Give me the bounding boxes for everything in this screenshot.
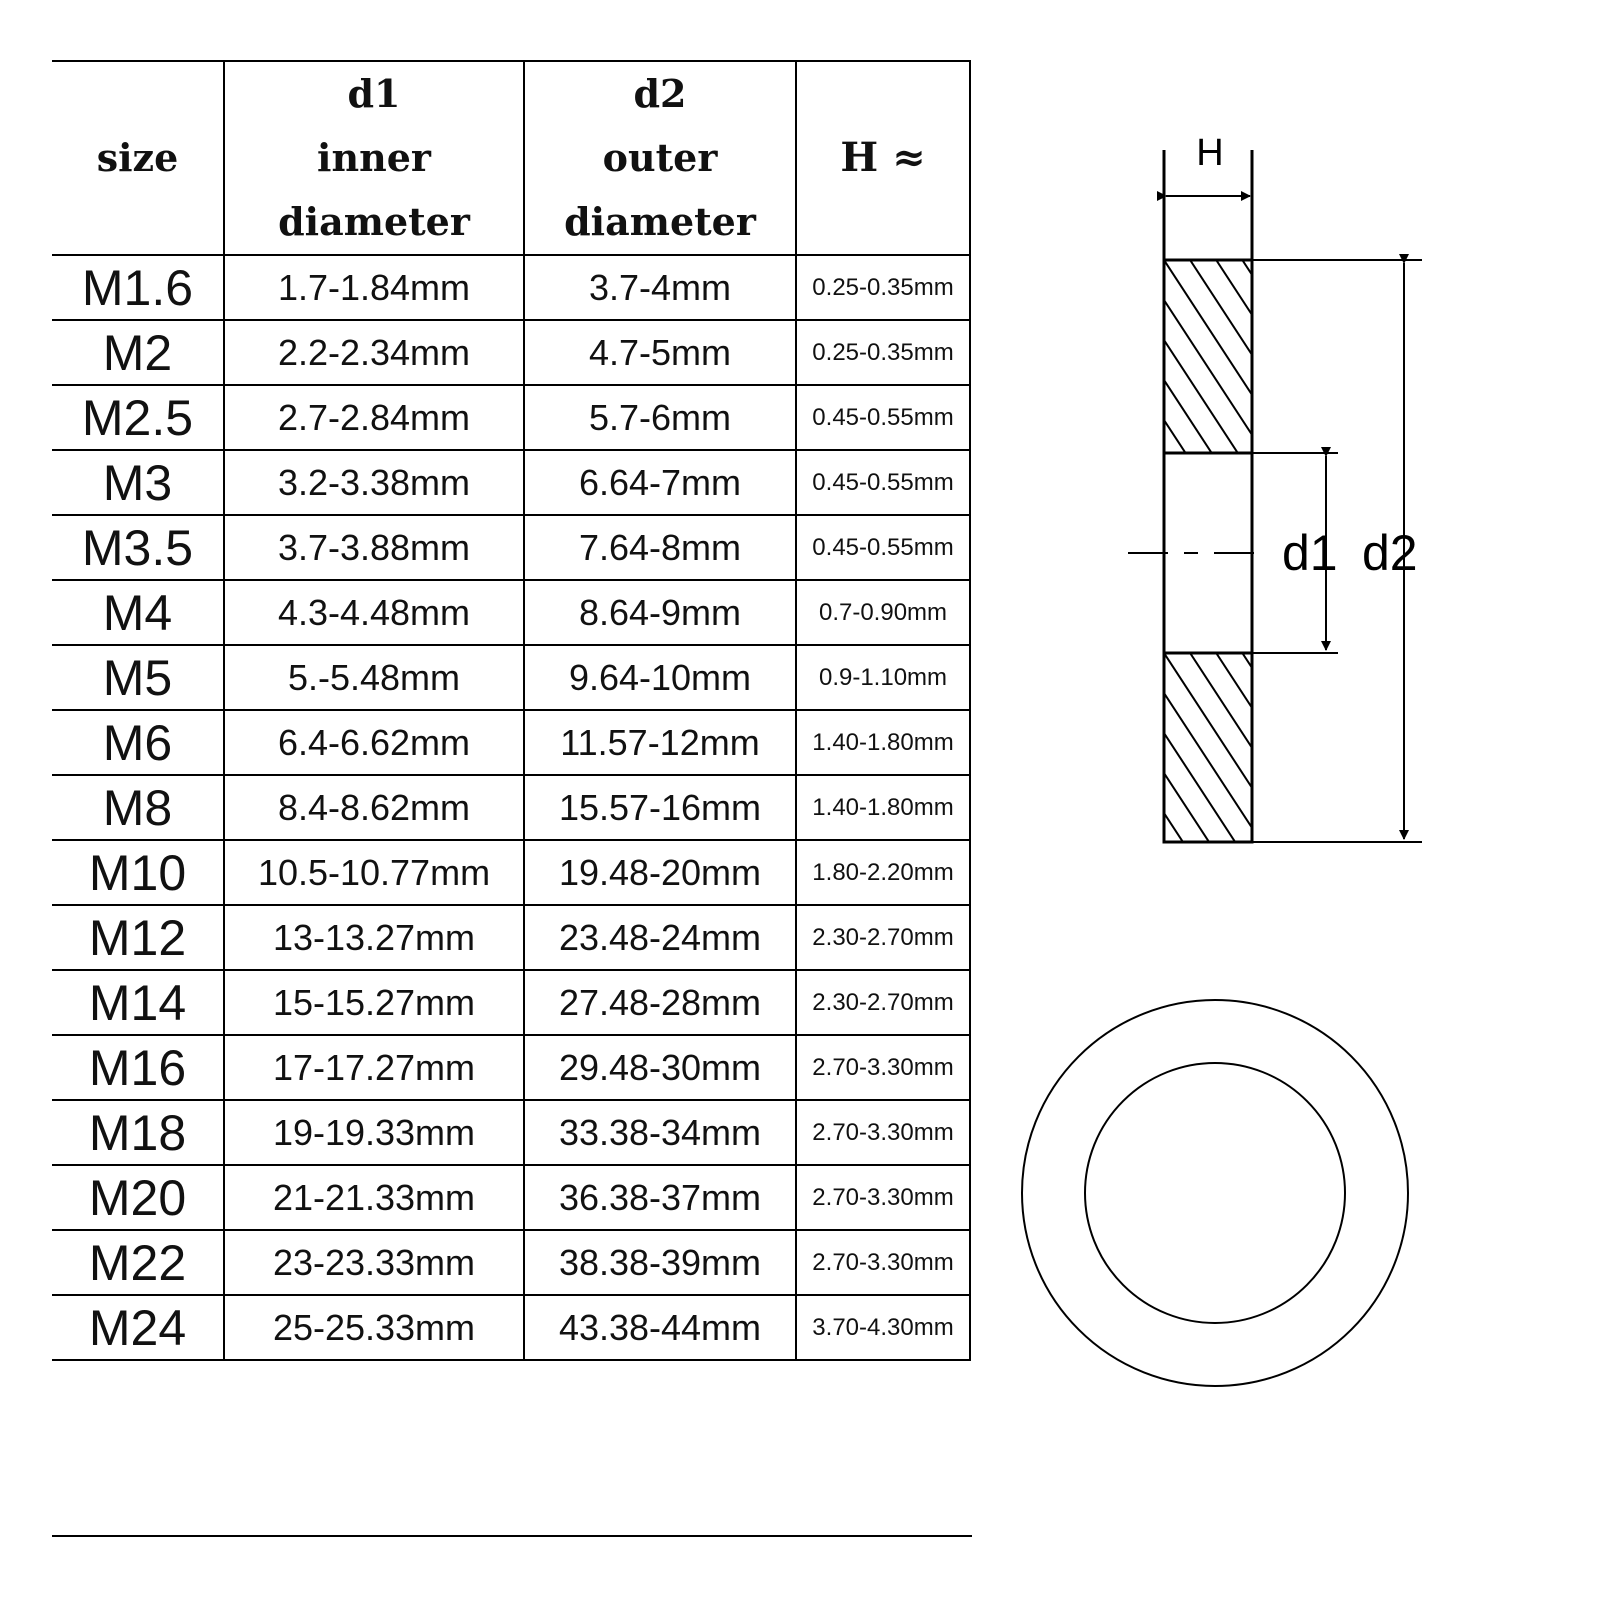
cell-size: M2 (52, 320, 224, 385)
cell-inner-diameter: 21-21.33mm (224, 1165, 524, 1230)
cell-thickness: 1.80-2.20mm (796, 840, 970, 905)
cell-inner-diameter: 1.7-1.84mm (224, 255, 524, 320)
cell-thickness: 2.30-2.70mm (796, 905, 970, 970)
cell-outer-diameter: 43.38-44mm (524, 1295, 796, 1360)
cell-size: M5 (52, 645, 224, 710)
cell-outer-diameter: 9.64-10mm (524, 645, 796, 710)
cell-thickness: 2.30-2.70mm (796, 970, 970, 1035)
cell-outer-diameter: 15.57-16mm (524, 775, 796, 840)
cell-thickness: 1.40-1.80mm (796, 775, 970, 840)
cell-inner-diameter: 2.7-2.84mm (224, 385, 524, 450)
cell-outer-diameter: 27.48-28mm (524, 970, 796, 1035)
cell-outer-diameter: 38.38-39mm (524, 1230, 796, 1295)
cell-size: M10 (52, 840, 224, 905)
cell-outer-diameter: 7.64-8mm (524, 515, 796, 580)
cell-thickness: 0.25-0.35mm (796, 320, 970, 385)
cell-thickness: 2.70-3.30mm (796, 1230, 970, 1295)
cell-thickness: 2.70-3.30mm (796, 1100, 970, 1165)
cell-outer-diameter: 5.7-6mm (524, 385, 796, 450)
cell-inner-diameter: 10.5-10.77mm (224, 840, 524, 905)
cell-outer-diameter: 11.57-12mm (524, 710, 796, 775)
header-d1-line2: inner (317, 135, 431, 180)
cell-thickness: 0.7-0.90mm (796, 580, 970, 645)
cell-outer-diameter: 6.64-7mm (524, 450, 796, 515)
cell-inner-diameter: 3.2-3.38mm (224, 450, 524, 515)
cell-thickness: 2.70-3.30mm (796, 1035, 970, 1100)
header-d2-line2: outer (602, 135, 718, 180)
cell-size: M4 (52, 580, 224, 645)
cell-outer-diameter: 29.48-30mm (524, 1035, 796, 1100)
cell-size: M16 (52, 1035, 224, 1100)
cell-thickness: 3.70-4.30mm (796, 1295, 970, 1360)
cell-inner-diameter: 4.3-4.48mm (224, 580, 524, 645)
cell-thickness: 0.45-0.55mm (796, 515, 970, 580)
cell-outer-diameter: 19.48-20mm (524, 840, 796, 905)
cell-thickness: 2.70-3.30mm (796, 1165, 970, 1230)
cell-inner-diameter: 17-17.27mm (224, 1035, 524, 1100)
cell-size: M12 (52, 905, 224, 970)
cell-thickness: 0.25-0.35mm (796, 255, 970, 320)
cell-outer-diameter: 33.38-34mm (524, 1100, 796, 1165)
cell-inner-diameter: 15-15.27mm (224, 970, 524, 1035)
cell-inner-diameter: 2.2-2.34mm (224, 320, 524, 385)
hatch-top (1164, 140, 1352, 708)
header-d1-line3: diameter (278, 199, 470, 244)
cell-inner-diameter: 6.4-6.62mm (224, 710, 524, 775)
cell-size: M18 (52, 1100, 224, 1165)
header-size-label: size (96, 135, 179, 180)
dimension-h (1166, 132, 1250, 196)
cell-size: M24 (52, 1295, 224, 1360)
cell-inner-diameter: 23-23.33mm (224, 1230, 524, 1295)
cell-outer-diameter: 23.48-24mm (524, 905, 796, 970)
cell-outer-diameter: 4.7-5mm (524, 320, 796, 385)
dimension-d2 (1362, 263, 1418, 839)
cell-size: M14 (52, 970, 224, 1035)
h-label: H (1196, 132, 1224, 174)
cell-inner-diameter: 13-13.27mm (224, 905, 524, 970)
header-d2-line3: diameter (564, 199, 756, 244)
cell-size: M1.6 (52, 255, 224, 320)
inner-circle (1085, 1063, 1345, 1323)
dimension-d1 (1282, 456, 1338, 650)
cell-outer-diameter: 36.38-37mm (524, 1165, 796, 1230)
washer-top-view (1022, 1000, 1408, 1386)
cell-size: M6 (52, 710, 224, 775)
cell-size: M2.5 (52, 385, 224, 450)
d1-label: d1 (1282, 525, 1338, 581)
cell-size: M8 (52, 775, 224, 840)
hatch-bottom (1164, 533, 1352, 1101)
cell-outer-diameter: 8.64-9mm (524, 580, 796, 645)
cell-thickness: 0.45-0.55mm (796, 385, 970, 450)
cell-size: M3 (52, 450, 224, 515)
cell-size: M3.5 (52, 515, 224, 580)
cell-thickness: 1.40-1.80mm (796, 710, 970, 775)
cell-inner-diameter: 19-19.33mm (224, 1100, 524, 1165)
cell-inner-diameter: 8.4-8.62mm (224, 775, 524, 840)
cell-thickness: 0.45-0.55mm (796, 450, 970, 515)
cell-outer-diameter: 3.7-4mm (524, 255, 796, 320)
cell-inner-diameter: 3.7-3.88mm (224, 515, 524, 580)
cell-inner-diameter: 25-25.33mm (224, 1295, 524, 1360)
outer-circle (1022, 1000, 1408, 1386)
d2-label: d2 (1362, 525, 1418, 581)
header-h-label: H ≈ (840, 134, 926, 181)
header-d1-symbol: d1 (347, 71, 401, 116)
cell-size: M20 (52, 1165, 224, 1230)
cell-thickness: 0.9-1.10mm (796, 645, 970, 710)
header-d2-symbol: d2 (633, 71, 687, 116)
cross-section (1128, 140, 1422, 1101)
cell-inner-diameter: 5.-5.48mm (224, 645, 524, 710)
cell-size: M22 (52, 1230, 224, 1295)
